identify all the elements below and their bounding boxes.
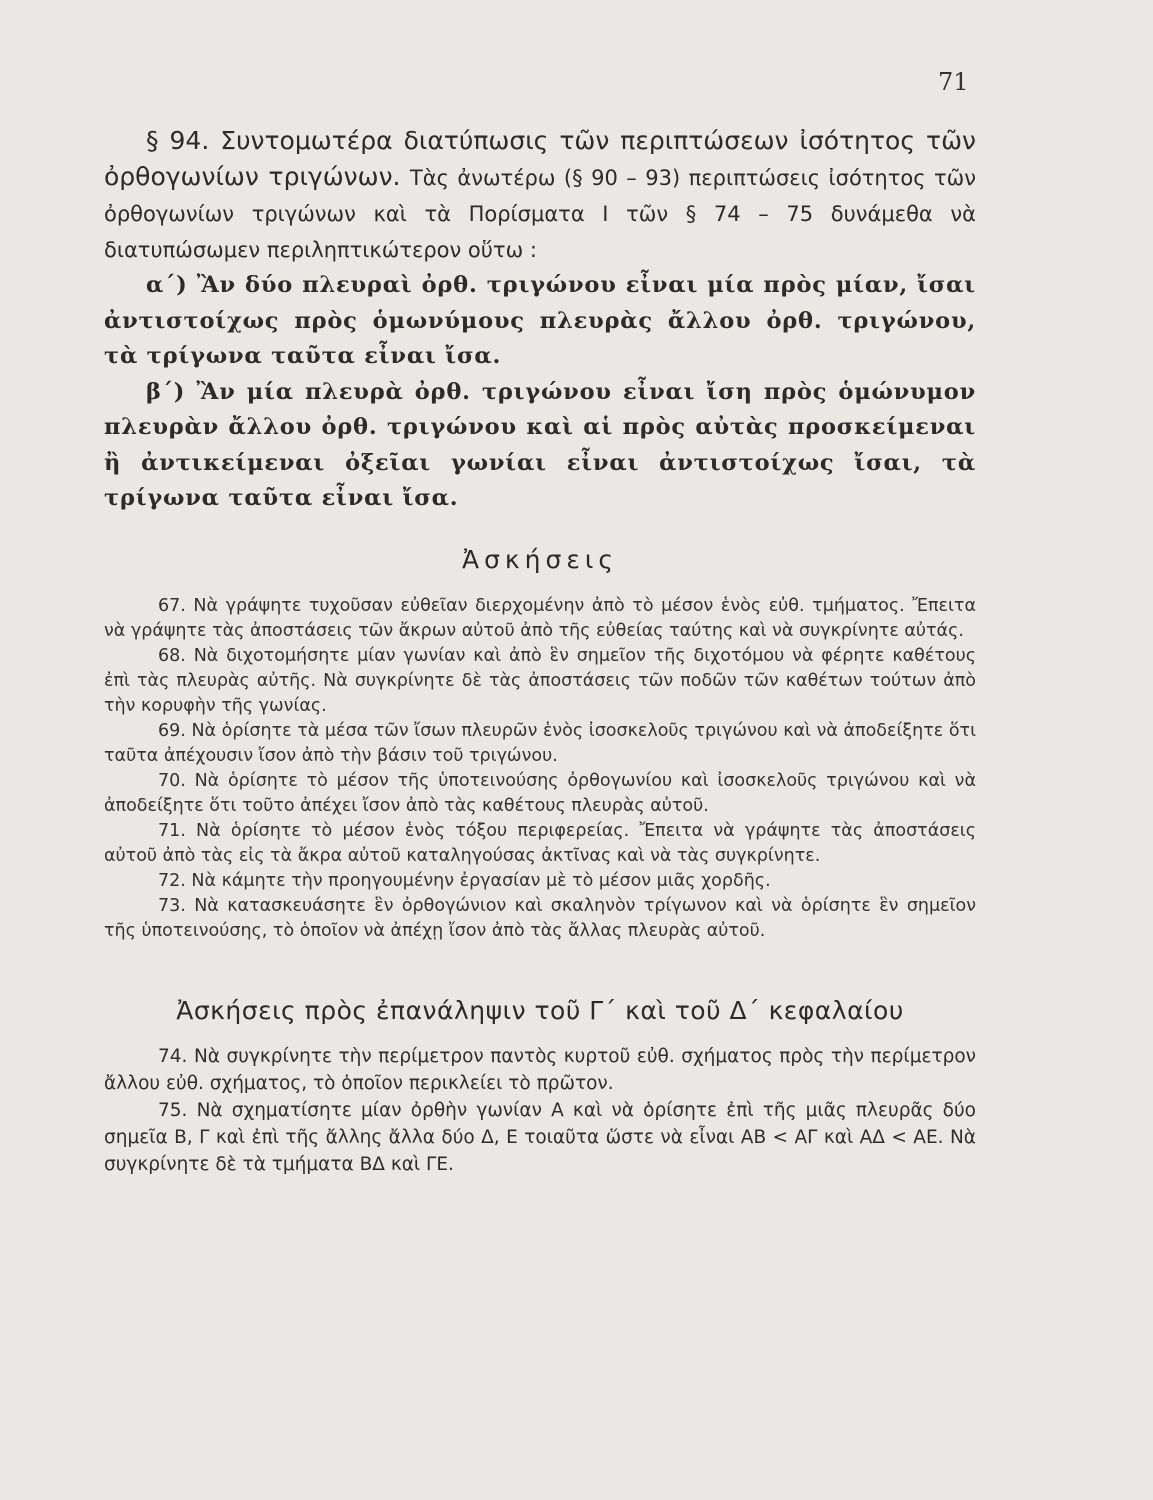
exercises-title: Ἀσκήσεις [461, 544, 618, 574]
section-94-intro: Τὰς ἀνωτέρω (§ 90 – 93) περιπτώσεις ἰσότητος τῶν ὀρθογωνίων τριγώνων καὶ τὰ Πορίσματα I τῶν § 74 – 75 δυνάμεθα νὰ διατυπώσωμεν περιληπτικώτερον οὕτω : [104, 166, 976, 262]
rule-a: α΄) Ἂν δύο πλευραὶ ὀρθ. τριγώνου εἶναι μία πρὸς μίαν, ἴσαι ἀντιστοίχως πρὸς ὁμωνύμους πλευρὰς ἄλλου ὀρθ. τριγώνου, τὰ τρίγωνα ταῦτα εἶναι ἴσα. [104, 272, 976, 369]
review-exercise-item: 75. Νὰ σχηματίσητε μίαν ὀρθὴν γωνίαν Α καὶ νὰ ὁρίσητε ἐπὶ τῆς μιᾶς πλευρᾶς δύο σημεῖα Β, Γ καὶ ἐπὶ τῆς ἄλλης ἄλλα δύο Δ, Ε τοιαῦτα ὥστε νὰ εἶναι ΑΒ < ΑΓ καὶ ΑΔ < ΑΕ. Νὰ συγκρίνητε δὲ τὰ τμήματα ΒΔ καὶ ΓΕ. [104, 1099, 976, 1175]
exercise-item: 69. Νὰ ὁρίσητε τὰ μέσα τῶν ἴσων πλευρῶν ἑνὸς ἰσοσκελοῦς τριγώνου καὶ νὰ ἀποδείξητε ὅτι ταῦτα ἀπέχουσιν ἴσον ἀπὸ τὴν βάσιν τοῦ τριγώνου. [104, 720, 976, 766]
exercise-item: 68. Νὰ διχοτομήσητε μίαν γωνίαν καὶ ἀπὸ ἓν σημεῖον τῆς διχοτόμου νὰ φέρητε καθέτους ἐπὶ τὰς πλευρὰς αὐτῆς. Νὰ συγκρίνητε δὲ τὰς ἀποστάσεις τῶν ποδῶν τῶν καθέτων τούτων ἀπὸ τὴν κορυφὴν τῆς γωνίας. [104, 645, 976, 716]
exercise-item: 71. Νὰ ὁρίσητε τὸ μέσον ἑνὸς τόξου περιφερείας. Ἔπειτα νὰ γράψητε τὰς ἀποστάσεις αὐτοῦ ἀπὸ τὰς εἰς τὰ ἄκρα αὐτοῦ καταληγούσας ἀκτῖνας καὶ νὰ τὰς συγκρίνητε. [104, 820, 976, 866]
exercise-item: 67. Νὰ γράψητε τυχοῦσαν εὐθεῖαν διερχομένην ἀπὸ τὸ μέσον ἑνὸς εὐθ. τμήματος. Ἔπειτα νὰ γράψητε τὰς ἀποστάσεις τῶν ἄκρων αὐτοῦ ἀπὸ τῆς εὐθείας ταύτης καὶ νὰ συγκρίνητε αὐτάς. [104, 595, 976, 641]
review-exercise-item: 74. Νὰ συγκρίνητε τὴν περίμετρον παντὸς κυρτοῦ εὐθ. σχήματος πρὸς τὴν περίμετρον ἄλλου εὐθ. σχήματος, τὸ ὁποῖον περικλείει τὸ πρῶτον. [104, 1045, 976, 1094]
rule-b: β΄) Ἂν μία πλευρὰ ὀρθ. τριγώνου εἶναι ἴση πρὸς ὁμώνυμον πλευρὰν ἄλλου ὀρθ. τριγώνου καὶ αἱ πρὸς αὐτὰς προσκείμεναι ἢ ἀντικείμεναι ὀξεῖαι γωνίαι εἶναι ἀντιστοίχως ἴσαι, τὰ τρίγωνα ταῦτα εἶναι ἴσα. [104, 378, 976, 511]
exercise-item: 73. Νὰ κατασκευάσητε ἓν ὀρθογώνιον καὶ σκαληνὸν τρίγωνον καὶ νὰ ὁρίσητε ἓν σημεῖον τῆς ὑποτεινούσης, τὸ ὁποῖον νὰ ἀπέχῃ ἴσον ἀπὸ τὰς ἄλλας πλευρὰς αὐτοῦ. [104, 895, 976, 941]
section-94-paragraph [104, 123, 976, 268]
review-exercises-title: Ἀσκήσεις πρὸς ἐπανάληψιν τοῦ Γ΄ καὶ τοῦ Δ΄ κεφαλαίου [176, 995, 904, 1025]
exercise-item: 72. Νὰ κάμητε τὴν προηγουμένην ἐργασίαν μὲ τὸ μέσον μιᾶς χορδῆς. [158, 870, 771, 891]
section-94-heading: § 94. Συντομωτέρα διατύπωσις τῶν περιπτώσεων ἰσότητος τῶν ὀρθογωνίων τριγώνων. [104, 126, 976, 191]
page-body [104, 123, 976, 1178]
exercise-item: 70. Νὰ ὁρίσητε τὸ μέσον τῆς ὑποτεινούσης ὀρθογωνίου καὶ ἰσοσκελοῦς τριγώνου καὶ νὰ ἀποδείξητε ὅτι τοῦτο ἀπέχει ἴσον ἀπὸ τὰς καθέτους πλευρὰς αὐτοῦ. [104, 770, 976, 816]
page-number: 71 [938, 68, 969, 96]
